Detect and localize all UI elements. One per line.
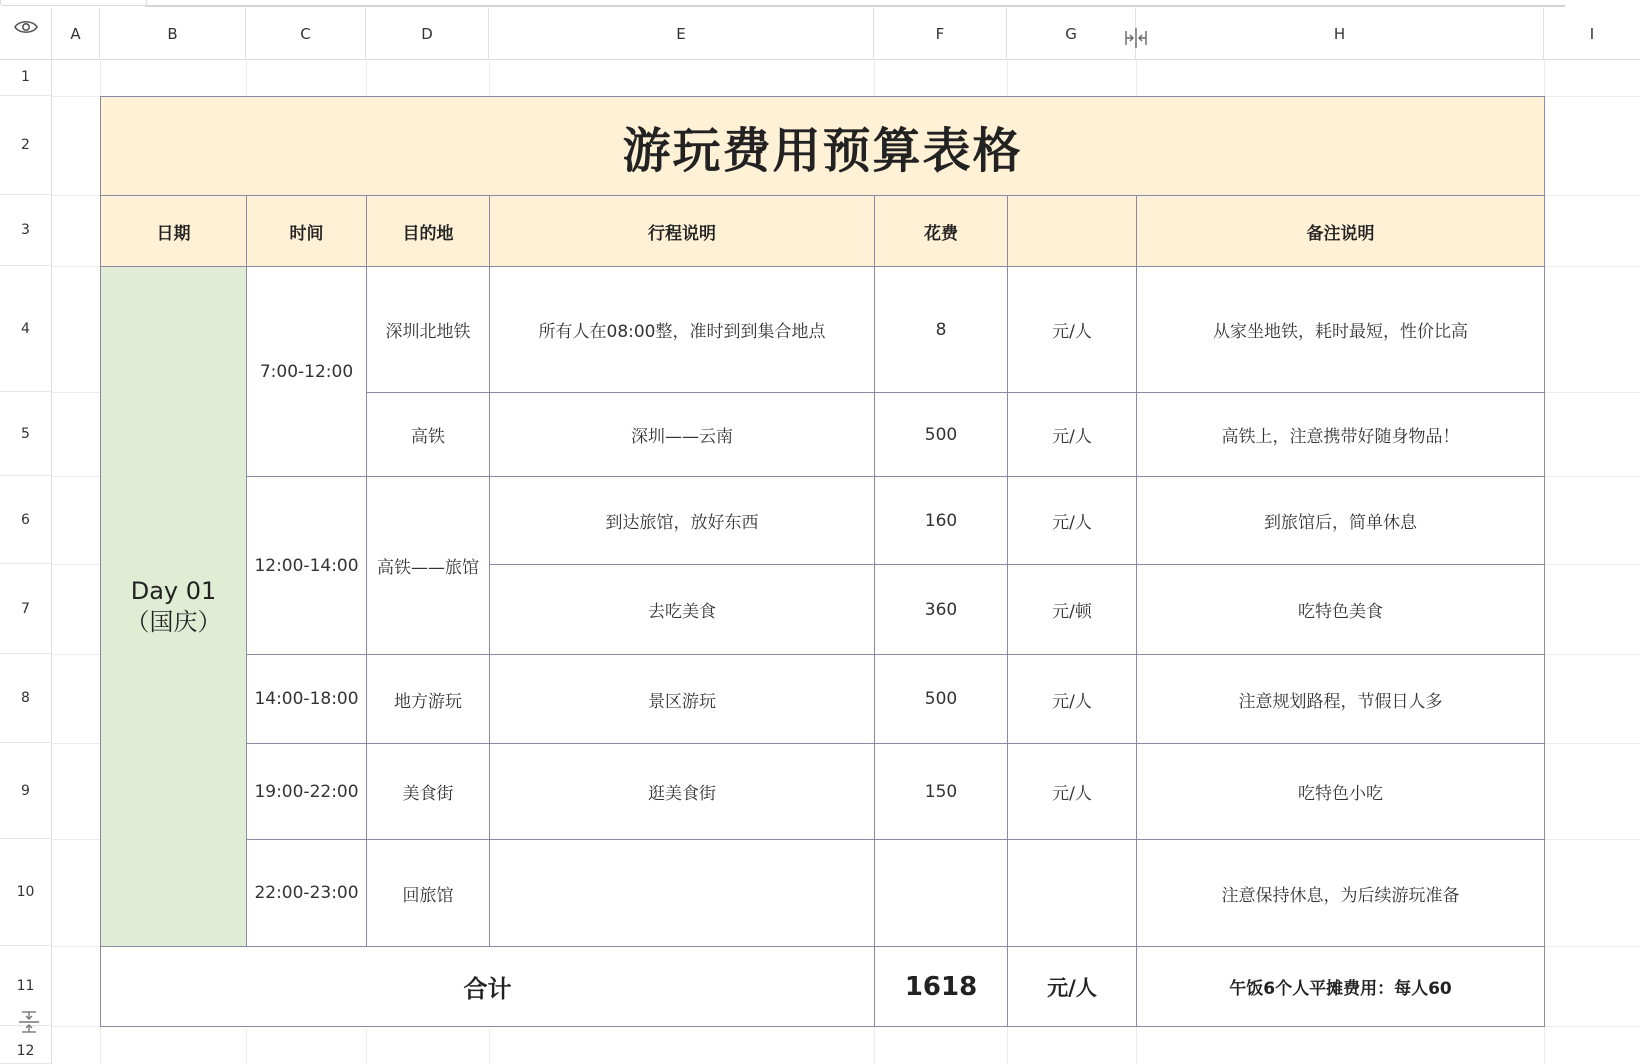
gridline [52,654,100,655]
column-header-b[interactable]: B [100,8,246,59]
header-time[interactable]: 时间 [246,195,367,267]
column-header-row [0,8,1640,60]
column-header-e[interactable]: E [489,8,874,59]
gridline [52,392,100,393]
row-header-1[interactable]: 1 [0,59,52,96]
gridline [1544,392,1640,393]
row-header-2[interactable]: 2 [0,96,52,195]
gridline [1544,476,1640,477]
total-value-cell[interactable]: 1618 [874,946,1008,1027]
gridline [1544,946,1640,947]
total-unit-cell[interactable]: 元/人 [1007,946,1137,1027]
gridline [1136,1026,1137,1064]
itinerary-cell[interactable]: 深圳——云南 [489,392,875,477]
unit-cell[interactable]: 元/人 [1007,392,1137,477]
gridline [1544,839,1640,840]
column-header-c[interactable]: C [246,8,366,59]
row-header-11[interactable]: 11 [0,946,52,1026]
gridline [52,839,100,840]
total-label-cell[interactable]: 合计 [100,946,875,1027]
cost-cell[interactable]: 500 [874,654,1008,744]
note-cell[interactable]: 注意保持休息，为后续游玩准备 [1136,839,1545,947]
row-header-7[interactable]: 7 [0,564,52,654]
gridline [52,266,100,267]
column-header-g[interactable]: G [1007,8,1136,59]
unit-cell[interactable] [1007,839,1137,947]
gridline [52,195,100,196]
gridline [1007,1026,1008,1064]
gridline [874,1026,875,1064]
column-header-h[interactable]: H [1136,8,1544,59]
destination-cell[interactable]: 深圳北地铁 [366,266,490,393]
cost-cell[interactable]: 160 [874,476,1008,565]
gridline [1544,195,1640,196]
note-cell[interactable]: 吃特色美食 [1136,564,1545,655]
column-resize-icon[interactable] [1124,27,1148,53]
column-header-a[interactable]: A [52,8,100,59]
row-header-10[interactable]: 10 [0,839,52,946]
sheet-title[interactable]: 游玩费用预算表格 [100,96,1545,196]
unit-cell[interactable]: 元/人 [1007,476,1137,565]
gridline [52,743,100,744]
itinerary-cell[interactable]: 到达旅馆，放好东西 [489,476,875,565]
gridline [1544,654,1640,655]
cost-cell[interactable]: 8 [874,266,1008,393]
row-header-9[interactable]: 9 [0,743,52,839]
itinerary-cell[interactable] [489,839,875,947]
gridline [366,59,367,96]
time-cell[interactable]: 22:00-23:00 [246,839,367,947]
destination-cell[interactable]: 地方游玩 [366,654,490,744]
cost-cell[interactable]: 500 [874,392,1008,477]
header-cost[interactable]: 花费 [874,195,1008,267]
note-cell[interactable]: 到旅馆后，简单休息 [1136,476,1545,565]
itinerary-cell[interactable]: 所有人在08:00整，准时到到集合地点 [489,266,875,393]
gridline [1007,59,1008,96]
note-cell[interactable]: 从家坐地铁，耗时最短，性价比高 [1136,266,1545,393]
column-header-d[interactable]: D [366,8,489,59]
destination-cell[interactable]: 美食街 [366,743,490,840]
itinerary-cell[interactable]: 去吃美食 [489,564,875,655]
day-label-cell[interactable]: Day 01 （国庆） [100,266,247,947]
gridline [52,946,100,947]
unit-cell[interactable]: 元/顿 [1007,564,1137,655]
row-freeze-icon[interactable] [18,1011,40,1037]
top-toolbar-strip [0,0,1640,8]
gridline [1136,59,1137,96]
destination-cell[interactable]: 高铁——旅馆 [366,476,490,655]
total-note-cell[interactable]: 午饭6个人平摊费用：每人60 [1136,946,1545,1027]
time-cell[interactable]: 12:00-14:00 [246,476,367,655]
itinerary-cell[interactable]: 逛美食街 [489,743,875,840]
note-cell[interactable]: 吃特色小吃 [1136,743,1545,840]
unit-cell[interactable]: 元/人 [1007,266,1137,393]
time-cell[interactable]: 19:00-22:00 [246,743,367,840]
header-date[interactable]: 日期 [100,195,247,267]
gridline [1544,743,1640,744]
unit-cell[interactable]: 元/人 [1007,743,1137,840]
formula-bar-left[interactable] [0,0,147,6]
note-cell[interactable]: 注意规划路程，节假日人多 [1136,654,1545,744]
gridline [874,59,875,96]
header-notes[interactable]: 备注说明 [1136,195,1545,267]
row-header-3[interactable]: 3 [0,195,52,266]
cost-cell[interactable]: 150 [874,743,1008,840]
column-header-f[interactable]: F [874,8,1007,59]
horizontal-scrollbar[interactable] [145,0,1565,7]
header-destination[interactable]: 目的地 [366,195,490,267]
row-header-5[interactable]: 5 [0,392,52,476]
gridline [52,476,100,477]
note-cell[interactable]: 高铁上，注意携带好随身物品！ [1136,392,1545,477]
column-header-i[interactable]: I [1589,24,1595,43]
header-itinerary[interactable]: 行程说明 [489,195,875,267]
gridline [52,564,100,565]
time-cell[interactable]: 7:00-12:00 [246,266,367,477]
destination-cell[interactable]: 高铁 [366,392,490,477]
row-header-8[interactable]: 8 [0,654,52,743]
gridline [1544,266,1640,267]
unit-cell[interactable]: 元/人 [1007,654,1137,744]
gridline [489,1026,490,1064]
row-header-6[interactable]: 6 [0,476,52,564]
eye-icon[interactable] [13,18,39,40]
cost-cell[interactable]: 360 [874,564,1008,655]
itinerary-cell[interactable]: 景区游玩 [489,654,875,744]
gridline [1544,564,1640,565]
gridline [246,59,247,96]
gridline [366,1026,367,1064]
gridline [489,59,490,96]
time-cell[interactable]: 14:00-18:00 [246,654,367,744]
cost-cell[interactable] [874,839,1008,947]
destination-cell[interactable]: 回旅馆 [366,839,490,947]
gridline [246,1026,247,1064]
row-header-12[interactable]: 12 [0,1026,52,1064]
header-unit[interactable] [1007,195,1137,267]
row-header-4[interactable]: 4 [0,266,52,392]
